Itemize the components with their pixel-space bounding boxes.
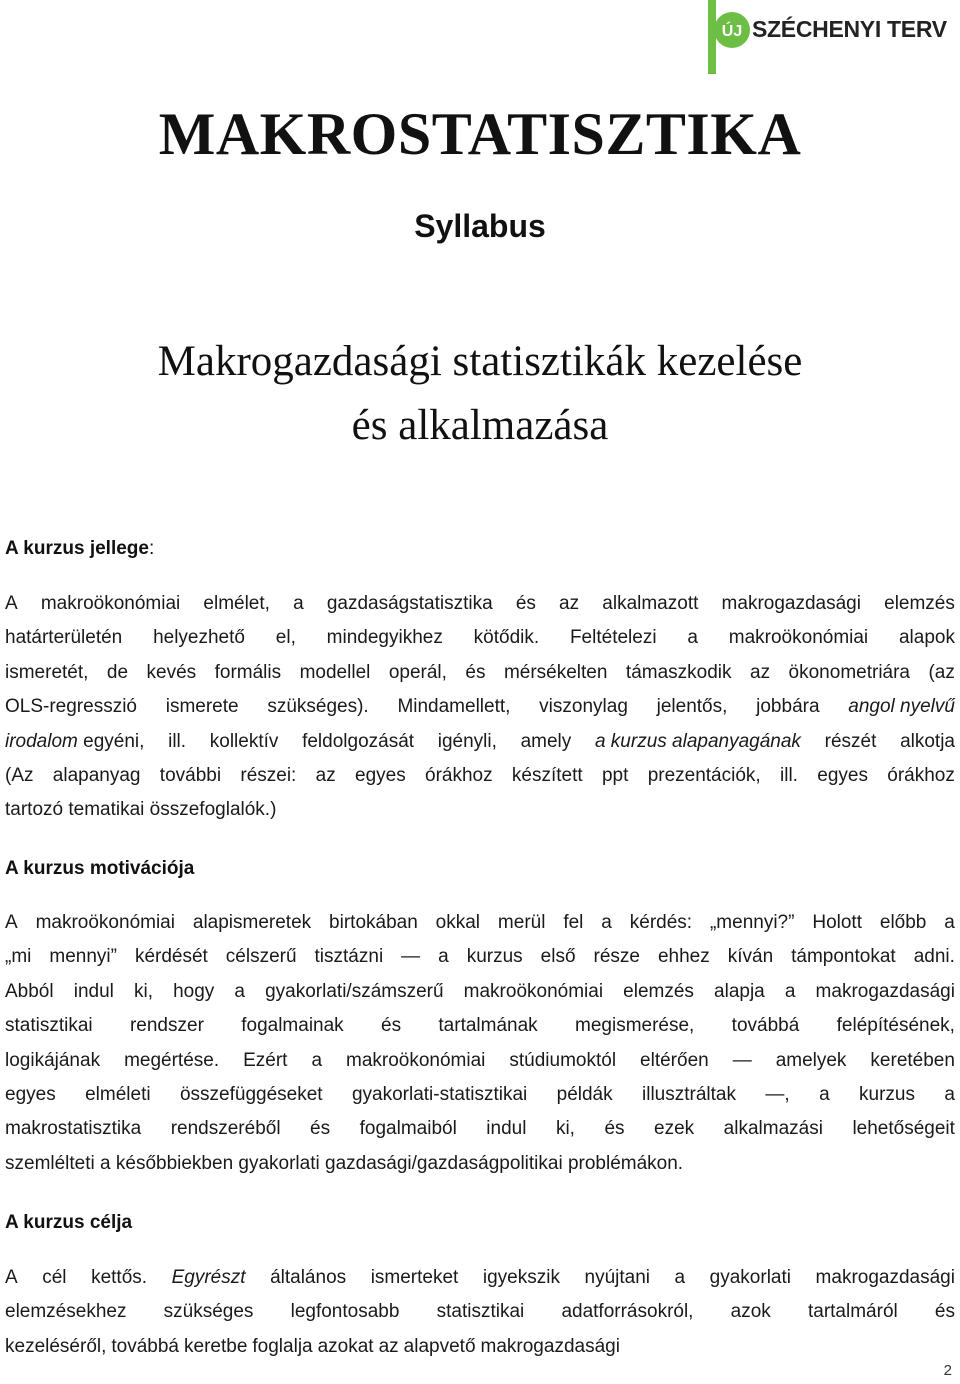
word: gyakorlati-statisztikai: [351, 1083, 528, 1105]
course-title-line-1: Makrogazdasági statisztikák kezelése: [157, 338, 803, 385]
word: azok: [730, 1301, 771, 1323]
word: Egyrészt: [171, 1267, 246, 1288]
word: gazdaságstatisztika: [326, 593, 493, 614]
section-heading-jellege: [5, 538, 154, 560]
word: határterületén: [5, 627, 123, 649]
word: a: [784, 980, 796, 1002]
word: és: [515, 593, 536, 614]
section1-line: [5, 656, 955, 690]
word: elemzésekhez: [5, 1301, 127, 1323]
word: azokat: [317, 1335, 374, 1357]
word: alapok: [898, 627, 955, 649]
section-heading-celja: A kurzus célja: [5, 1212, 133, 1233]
word: elemzés: [623, 980, 694, 1002]
word: kurzus: [466, 946, 523, 968]
section2-line: [5, 906, 955, 940]
word: (az: [928, 661, 955, 683]
section-paragraph-jellege: [5, 587, 955, 828]
logo-badge-text: ÚJ: [721, 23, 743, 40]
word: lehetőségeit: [852, 1118, 955, 1140]
word: továbbá: [731, 1015, 800, 1037]
section1-line: [5, 725, 955, 759]
word: egyes: [817, 764, 868, 786]
word: Feltételezi: [569, 627, 657, 649]
word: ökonometriára: [788, 661, 910, 683]
word: makrogazdasági: [721, 593, 861, 614]
word: Holott: [812, 912, 862, 933]
word: az: [378, 1335, 399, 1357]
word: a: [234, 980, 245, 1002]
word: keretbe: [184, 1335, 248, 1357]
word: illusztráltak: [642, 1083, 736, 1105]
word: a: [944, 1083, 955, 1105]
word: kötődik.: [473, 627, 540, 649]
word: angol nyelvű: [848, 696, 955, 718]
section1-line: [5, 759, 955, 793]
word: tartalmának: [438, 1015, 538, 1037]
word: —: [401, 946, 421, 968]
word: fel: [563, 912, 584, 933]
word: az: [315, 764, 336, 786]
word: és: [465, 661, 486, 683]
word: egyes: [355, 764, 406, 786]
section2-line: [5, 975, 955, 1009]
word: ismerteket: [370, 1267, 459, 1288]
word: része: [593, 946, 640, 968]
word: makroökonómiai: [40, 593, 181, 614]
word: kíván: [727, 946, 774, 968]
word: indul: [486, 1118, 527, 1140]
word: a: [819, 1083, 830, 1105]
word: az: [750, 661, 771, 683]
word: ehhez: [657, 946, 710, 968]
section1-line: [5, 587, 955, 621]
word: a: [293, 593, 304, 614]
word: de: [106, 661, 129, 683]
word: szükséges).: [267, 696, 369, 718]
word: a: [601, 912, 612, 933]
section-paragraph-celja: [5, 1261, 955, 1364]
word: jobbára: [756, 696, 820, 718]
word: nyújtani: [584, 1267, 650, 1288]
word: makrogazdasági: [480, 1335, 620, 1357]
word: Abból: [5, 980, 54, 1002]
word: alkotja: [900, 730, 955, 752]
word: operál,: [388, 661, 447, 683]
section3-line: [5, 1330, 955, 1364]
word: továbbá: [111, 1335, 180, 1357]
word: „mennyi?”: [709, 912, 795, 933]
word: ismerete: [165, 696, 239, 718]
word: és: [381, 1015, 402, 1037]
word: cél: [42, 1267, 67, 1288]
word: támpontokat: [791, 946, 896, 968]
word: merül: [497, 912, 546, 933]
word: amelyek: [775, 1049, 847, 1071]
word: fogalmaiból: [359, 1118, 457, 1140]
word: a kurzus alapanyagának: [594, 730, 801, 752]
word: OLS-regresszió: [5, 696, 137, 718]
word: kérdését: [134, 946, 208, 968]
szechenyi-terv-logo: [708, 0, 960, 74]
word: mennyi”: [49, 946, 117, 968]
word: ismeretét,: [5, 661, 89, 683]
word: Mindamellett,: [397, 696, 511, 718]
section3-line: [5, 1295, 955, 1329]
word: és: [310, 1118, 331, 1140]
word: el,: [275, 627, 296, 649]
word: makroökonómiai: [463, 980, 604, 1002]
word: ppt: [601, 764, 629, 786]
word: felépítésének,: [836, 1015, 955, 1037]
word: elméleti: [85, 1083, 151, 1105]
word: támaszkodik: [625, 661, 732, 683]
section2-line: [5, 1147, 955, 1181]
word: órákhoz: [425, 764, 493, 786]
word: kurzus: [859, 1083, 915, 1105]
word: első: [540, 946, 576, 968]
word: részét: [824, 730, 877, 752]
word: adatforrásokról,: [561, 1301, 694, 1323]
word: mindegyikhez: [326, 627, 443, 649]
word: makroökonómiai: [346, 1049, 486, 1071]
word: tartalmáról: [807, 1301, 898, 1323]
section1-line: [5, 621, 955, 655]
word: kezeléséről,: [5, 1335, 107, 1357]
word: igényli,: [437, 730, 497, 752]
section2-line: [5, 940, 955, 974]
word: szükséges: [163, 1301, 254, 1323]
word: modellel: [299, 661, 371, 683]
word: „mi: [5, 946, 32, 968]
word: A: [5, 593, 18, 614]
word: makrostatisztika: [5, 1118, 142, 1140]
page-number: 2: [943, 1362, 952, 1379]
word: mérsékelten: [503, 661, 608, 683]
section-heading-colon: :: [148, 538, 155, 559]
course-title: [0, 330, 960, 458]
word: adni.: [913, 946, 955, 968]
word: a: [438, 946, 449, 968]
word: A: [5, 912, 18, 933]
word: kettős.: [91, 1267, 148, 1288]
word: órákhoz: [887, 764, 955, 786]
word: (Az: [5, 764, 34, 786]
word: feldolgozását: [302, 730, 415, 752]
word: alkalmazási: [723, 1118, 823, 1140]
word: és: [934, 1301, 955, 1323]
logo-brand-text: SZÉCHENYI TERV: [752, 16, 947, 42]
word: megértése.: [124, 1049, 220, 1071]
word: ill.: [780, 764, 798, 786]
word: igyekszik: [482, 1267, 560, 1288]
word: statisztikai: [436, 1301, 525, 1323]
word: a: [944, 912, 955, 933]
section2-line: [5, 1009, 955, 1043]
word: alapvető: [403, 1335, 476, 1357]
word: keretében: [870, 1049, 955, 1071]
word: elemzés: [884, 593, 955, 614]
word: makroökonómiai: [35, 912, 175, 933]
word: készített: [511, 764, 583, 786]
word: rendszeréből: [170, 1118, 281, 1140]
word: és: [604, 1118, 625, 1140]
word: gyakorlati/számszerű: [265, 980, 444, 1002]
document-title: MAKROSTATISZTIKA: [158, 101, 802, 167]
word: elmélet,: [203, 593, 270, 614]
word: előbb: [879, 912, 927, 933]
word: birtokában: [329, 912, 418, 933]
word: statisztikai: [5, 1015, 93, 1037]
word: az: [559, 593, 580, 614]
section2-line: [5, 1078, 955, 1112]
section3-line: [5, 1261, 955, 1295]
word: legfontosabb: [290, 1301, 400, 1323]
word: indul: [73, 980, 114, 1002]
word: viszonylag: [539, 696, 628, 718]
word: egyes: [5, 1083, 56, 1105]
word: alkalmazott: [602, 593, 699, 614]
word: a: [687, 627, 698, 649]
word: makrogazdasági: [815, 1267, 955, 1288]
word: tisztázni: [314, 946, 384, 968]
section-heading-jellege-text: A kurzus jellege: [5, 538, 149, 559]
section2-line: [5, 1112, 955, 1146]
word: ki,: [133, 980, 153, 1002]
word: alapja: [714, 980, 765, 1002]
word: prezentációk,: [647, 764, 761, 786]
word: —,: [765, 1083, 790, 1105]
word: makroökonómiai: [728, 627, 869, 649]
word: célszerű: [225, 946, 297, 968]
word: formális: [214, 661, 282, 683]
word: jelentős,: [656, 696, 728, 718]
word: részei:: [240, 764, 297, 786]
word: megismerése,: [575, 1015, 695, 1037]
word: szemlélteti a későbbiekben gyakorlati gazdasági/gazdaságpolitikai problémákon.: [5, 1152, 684, 1174]
word: további: [159, 764, 222, 786]
word: foglalja: [252, 1335, 313, 1357]
word: általános: [270, 1267, 347, 1288]
word: —: [732, 1049, 752, 1071]
word: rendszer: [129, 1015, 204, 1037]
course-title-line-2: és alkalmazása: [351, 402, 609, 449]
word: eltérően: [640, 1049, 709, 1071]
word: ezek: [654, 1118, 695, 1140]
word: összefüggéseket: [179, 1083, 323, 1105]
word: ki,: [555, 1118, 575, 1140]
word: tartozó tematikai összefoglalók.): [5, 799, 277, 821]
word: amely: [520, 730, 572, 752]
word: a: [311, 1049, 323, 1071]
word: fogalmainak: [241, 1015, 344, 1037]
word: alapismeretek: [192, 912, 312, 933]
section2-line: [5, 1044, 955, 1078]
word: a: [674, 1267, 686, 1288]
word: logikájának: [5, 1049, 101, 1071]
word: kevés: [146, 661, 197, 683]
section1-line: [5, 793, 955, 827]
word: irodalom egyéni,: [5, 730, 145, 752]
section-heading-motivacio: A kurzus motivációja: [5, 858, 195, 879]
word: okkal: [435, 912, 481, 933]
word: kollektív: [209, 730, 279, 752]
word: Ezért: [243, 1049, 288, 1071]
document-subtitle: Syllabus: [414, 208, 546, 244]
word: kérdés:: [629, 912, 693, 933]
word: stúdiumoktól: [509, 1049, 617, 1071]
section1-line: [5, 690, 955, 724]
word: makrogazdasági: [815, 980, 955, 1002]
section-paragraph-motivacio: [5, 906, 955, 1181]
word: hogy: [173, 980, 215, 1002]
word: példák: [556, 1083, 613, 1105]
word: helyezhető: [153, 627, 245, 649]
word: A: [5, 1267, 18, 1288]
word: alapanyag: [52, 764, 141, 786]
word: ill.: [168, 730, 187, 752]
word: gyakorlati: [709, 1267, 791, 1288]
